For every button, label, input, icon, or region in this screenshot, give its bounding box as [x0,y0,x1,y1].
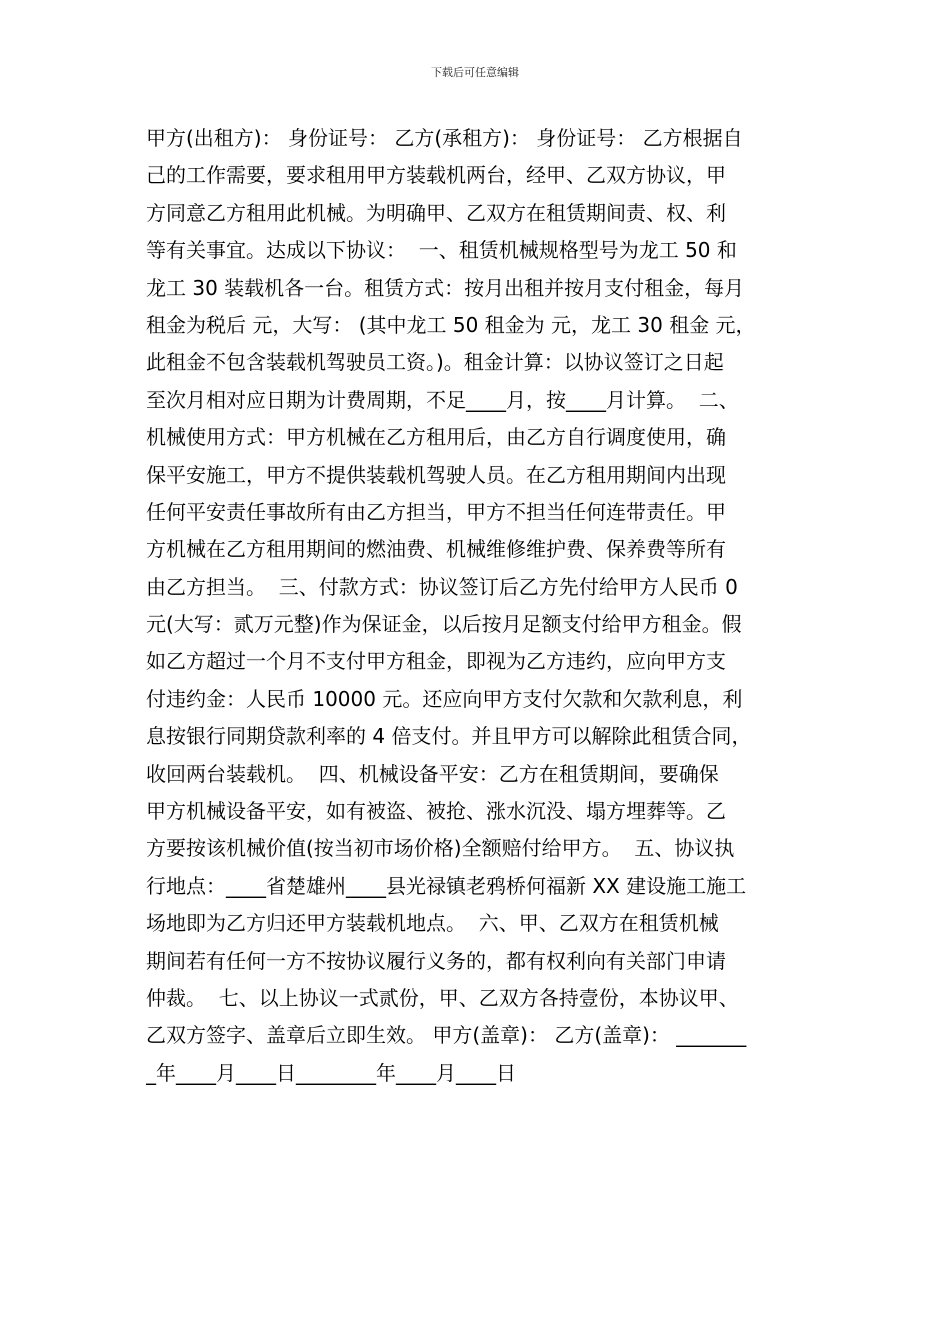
text-line-13: 由乙方担当。 三、付款方式：协议签订后乙方先付给甲方人民币 0 [146,574,738,599]
text-line-10: 保平安施工，甲方不提供装载机驾驶人员。在乙方租用期间内出现 [146,462,726,487]
text-line-19: 甲方机械设备平安，如有被盗、被抢、涨水沉没、塌方埋葬等。乙 [146,799,726,824]
text-line-14: 元(大写：贰万元整)作为保证金，以后按月足额支付给甲方租金。假 [146,612,742,637]
contract-body [146,120,816,1092]
text-line-3: 方同意乙方租用此机械。为明确甲、乙双方在租赁期间责、权、利 [146,200,726,225]
text-line-22: 场地即为乙方归还甲方装载机地点。 六、甲、乙双方在租赁机械 [146,911,719,936]
text-line-6: 租金为税后 元，大写： (其中龙工 50 租金为 元，龙工 30 租金 元， [146,312,756,337]
text-line-23: 期间若有任何一方不按协议履行义务的，都有权利向有关部门申请 [146,948,726,973]
text-line-2: 己的工作需要，要求租用甲方装载机两台，经甲、乙双方协议，甲 [146,163,726,188]
text-line-8: 至次月相对应日期为计费周期，不足____月，按____月计算。 二、 [146,387,739,412]
text-line-4: 等有关事宜。达成以下协议： 一、租赁机械规格型号为龙工 50 和 [146,238,737,263]
text-line-7: 此租金不包含装载机驾驶员工资。)。租金计算：以协议签订之日起 [146,350,724,375]
text-line-17: 息按银行同期贷款利率的 4 倍支付。并且甲方可以解除此租赁合同， [146,724,752,749]
text-line-1: 甲方(出租方)： 身份证号： 乙方(承租方)： 身份证号： 乙方根据自 [146,126,743,150]
text-line-9: 机械使用方式：甲方机械在乙方租用后，由乙方自行调度使用，确 [146,425,726,450]
text-line-26: _年____月____日________年____月____日 [146,1060,516,1085]
text-line-24: 仲裁。 七、以上协议一式贰份，甲、乙双方各持壹份，本协议甲、 [146,985,739,1010]
page-header: 下载后可任意编辑 [431,66,519,79]
text-line-11: 任何平安责任事故所有由乙方担当，甲方不担当任何连带责任。甲 [146,499,726,524]
text-line-21: 行地点：____省楚雄州____县光禄镇老鸦桥何福新 XX 建设施工施工 [146,873,747,898]
text-line-5: 龙工 30 装载机各一台。租赁方式：按月出租并按月支付租金，每月 [146,275,745,300]
text-line-18: 收回两台装载机。 四、机械设备平安：乙方在租赁期间，要确保 [146,761,719,786]
text-line-20: 方要按该机械价值(按当初市场价格)全额赔付给甲方。 五、协议执 [146,836,735,861]
text-line-25: 乙双方签字、盖章后立即生效。 甲方(盖章)： 乙方(盖章)： _______ [146,1023,747,1048]
text-line-12: 方机械在乙方租用期间的燃油费、机械维修维护费、保养费等所有 [146,537,726,562]
text-line-16: 付违约金：人民币 10000 元。还应向甲方支付欠款和欠款利息，利 [146,686,743,711]
text-line-15: 如乙方超过一个月不支付甲方租金，即视为乙方违约，应向甲方支 [146,649,726,674]
